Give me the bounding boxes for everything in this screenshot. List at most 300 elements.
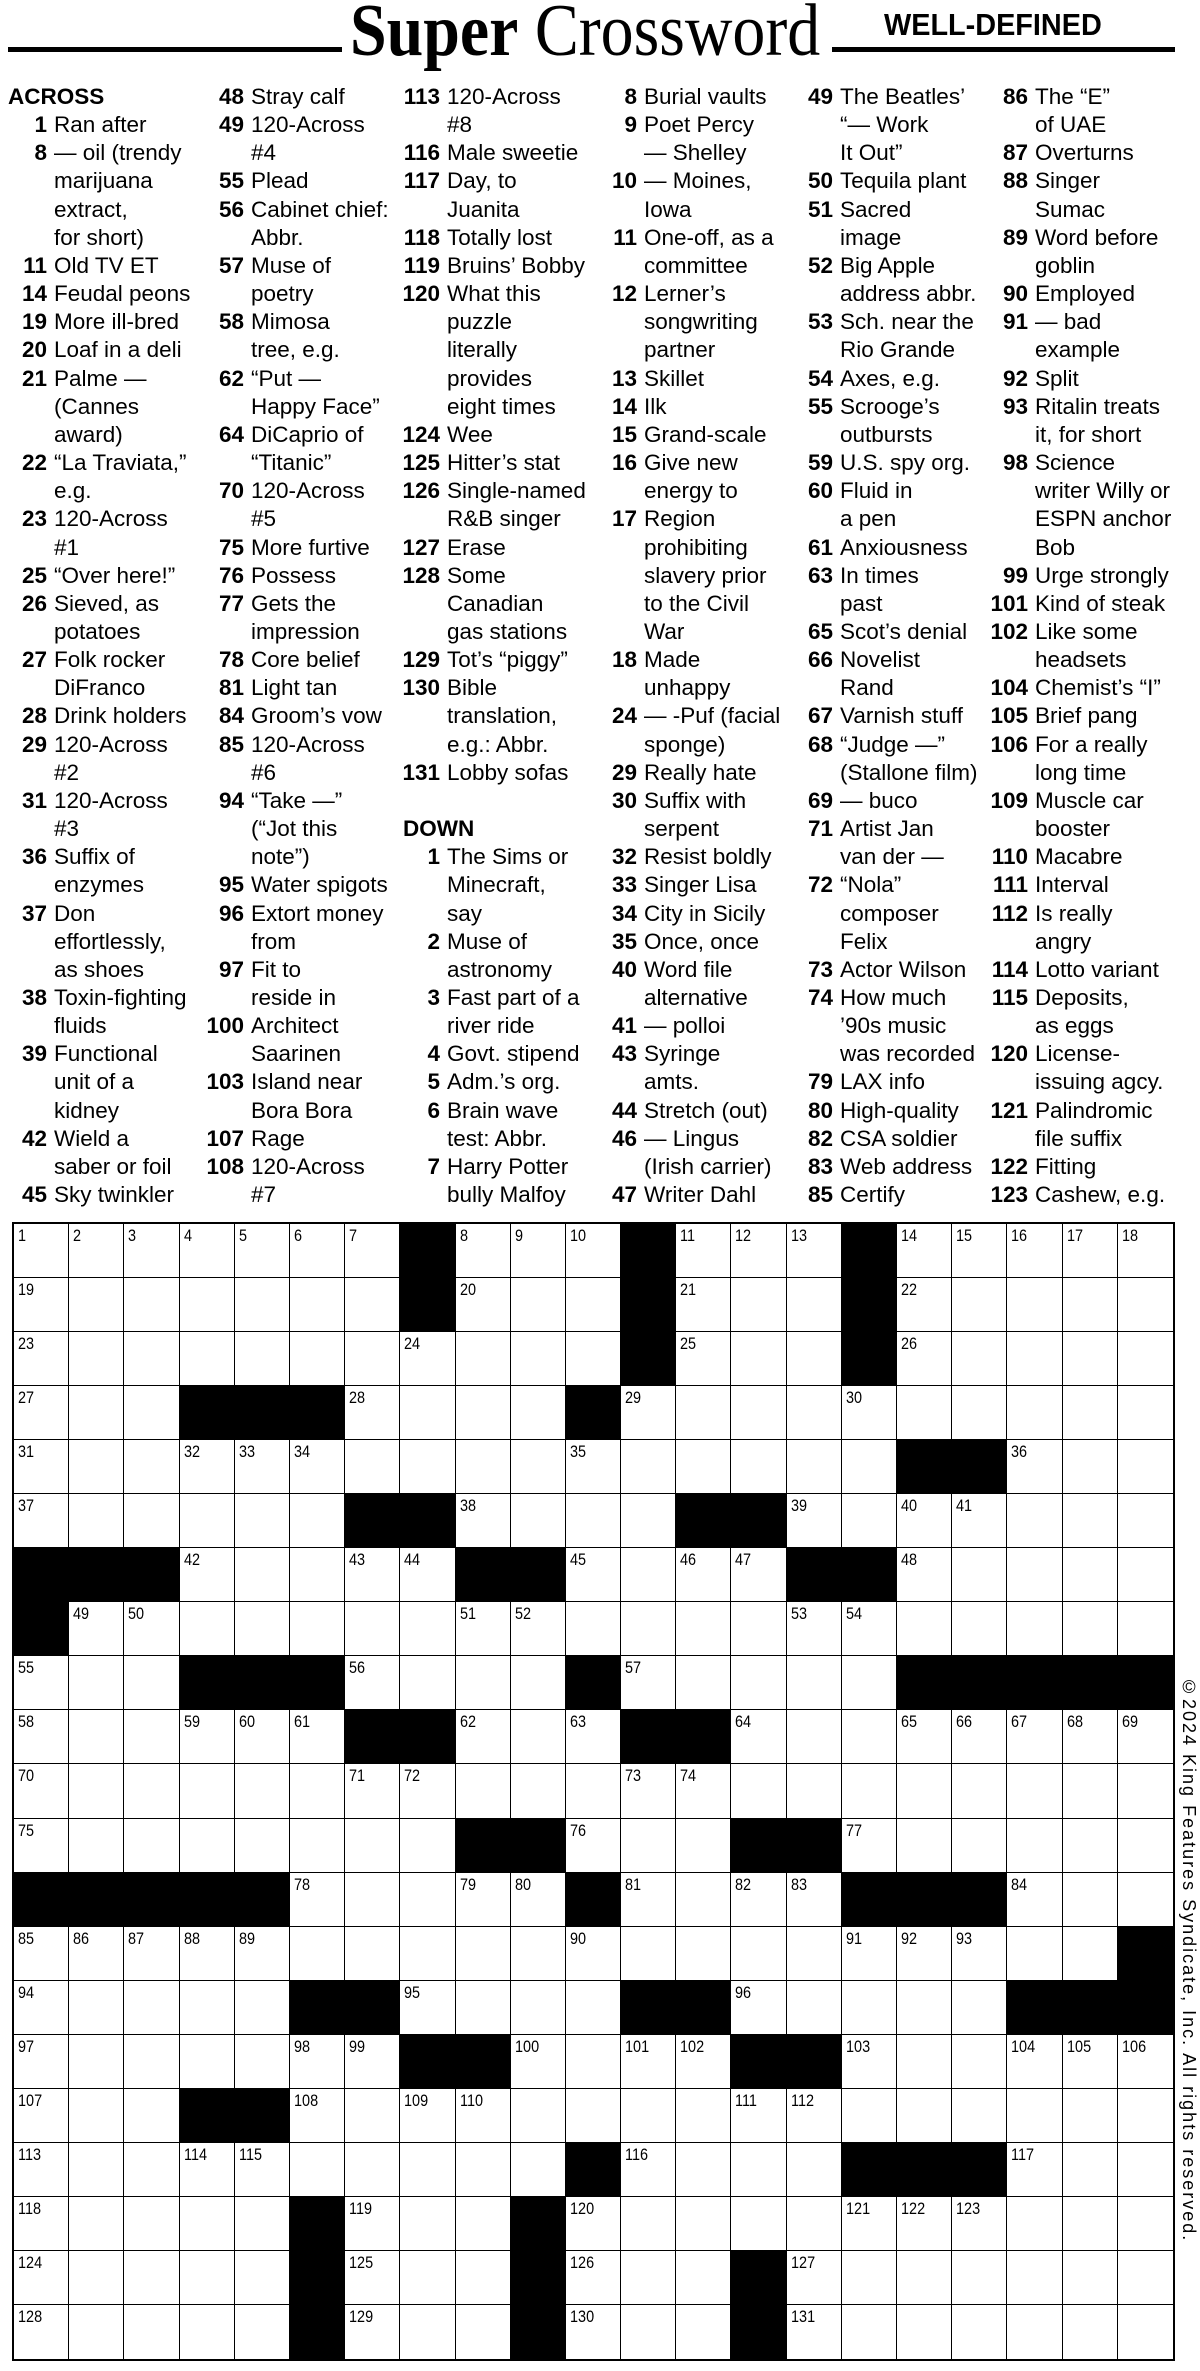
clue-number: 2: [427, 928, 440, 954]
grid-cell: [842, 2197, 897, 2251]
clue-text: Singer Sumac: [1035, 168, 1106, 222]
black-square: [180, 1386, 235, 1440]
grid-cell: [124, 1278, 179, 1332]
clue-number: 94: [218, 787, 244, 813]
cell-number: 46: [680, 1550, 697, 1570]
down-clue: [793, 1068, 978, 1096]
black-square: [290, 1656, 345, 1710]
page-title: [350, 0, 821, 72]
clue-column-4: [597, 83, 780, 1209]
clue-text: Don effortlessly, as shoes: [54, 900, 166, 982]
clue-text: Urge strongly: [1035, 562, 1169, 588]
grid-cell: [1007, 1764, 1062, 1818]
down-clue: [793, 167, 978, 195]
grid-cell: [14, 1981, 69, 2035]
grid-cell: [1063, 1224, 1118, 1278]
cell-number: 37: [18, 1496, 35, 1516]
clue-number: 109: [990, 787, 1028, 813]
clue-text: Ran after: [54, 112, 147, 138]
grid-cell: [1063, 2035, 1118, 2089]
clue-number: 104: [990, 675, 1028, 701]
grid-cell: [952, 1710, 1007, 1764]
clue-text: Drink holders: [54, 703, 187, 729]
clue-text: Scrooge’s outbursts: [840, 393, 940, 447]
grid-cell: [400, 2305, 455, 2359]
black-square: [235, 1656, 290, 1710]
cell-number: 10: [569, 1226, 586, 1245]
cell-number: 112: [790, 2090, 814, 2110]
grid-cell: [69, 2197, 124, 2251]
cell-number: 92: [901, 1928, 918, 1948]
grid-cell: [511, 1332, 566, 1386]
clue-text: — Moines, Iowa: [644, 168, 752, 222]
black-square: [14, 1548, 69, 1602]
grid-cell: [456, 2143, 511, 2197]
across-heading: ACROSS: [8, 84, 105, 109]
grid-cell: [1063, 1710, 1118, 1764]
down-clue: [793, 1181, 978, 1209]
grid-cell: [1007, 1710, 1062, 1764]
clue-text: Water spigots: [251, 872, 388, 898]
grid-cell: [456, 1332, 511, 1386]
grid-cell: [1063, 2143, 1118, 2197]
grid-cell: [14, 1386, 69, 1440]
across-clue: [204, 1125, 389, 1153]
across-clue: [7, 731, 190, 787]
clue-number: 41: [611, 1013, 637, 1039]
grid-cell: [621, 1819, 676, 1873]
clue-number: 106: [990, 731, 1028, 757]
down-clue: [988, 871, 1171, 899]
down-clue: [793, 1125, 978, 1153]
cell-number: 127: [790, 2252, 815, 2272]
grid-cell: [1118, 1440, 1173, 1494]
across-clue: [400, 449, 586, 477]
cell-number: 94: [18, 1982, 35, 2002]
clue-number: 128: [402, 562, 440, 588]
grid-cell: [124, 1440, 179, 1494]
black-square: [14, 1602, 69, 1656]
grid-cell: [1118, 1710, 1173, 1764]
down-clue: [988, 308, 1171, 364]
cell-number: 30: [845, 1388, 862, 1408]
grid-cell: [1007, 2251, 1062, 2305]
grid-cell: [1063, 2197, 1118, 2251]
cell-number: 75: [18, 1820, 35, 1840]
grid-cell: [456, 1764, 511, 1818]
clue-text: Functional unit of a kidney: [54, 1041, 158, 1123]
cell-number: 77: [845, 1820, 862, 1840]
black-square: [842, 2143, 897, 2197]
black-square: [290, 2305, 345, 2359]
grid-cell: [14, 2251, 69, 2305]
grid-cell: [731, 2197, 786, 2251]
grid-cell: [235, 1548, 290, 1602]
cell-number: 73: [625, 1766, 642, 1786]
clue-number: 116: [403, 140, 440, 166]
cell-number: 74: [680, 1766, 697, 1786]
grid-cell: [1063, 1548, 1118, 1602]
clue-number: 1: [34, 112, 47, 138]
grid-cell: [897, 2251, 952, 2305]
clue-number: 16: [611, 450, 637, 476]
clue-text: Is really angry: [1035, 900, 1113, 954]
down-clue: [400, 1097, 586, 1153]
clue-number: 17: [611, 506, 637, 532]
clue-number: 54: [807, 365, 833, 391]
grid-cell: [731, 1548, 786, 1602]
grid-cell: [124, 1710, 179, 1764]
grid-cell: [787, 2089, 842, 2143]
grid-cell: [566, 1981, 621, 2035]
black-square: [14, 1873, 69, 1927]
cell-number: 62: [459, 1712, 476, 1732]
black-square: [235, 2089, 290, 2143]
grid-cell: [787, 1764, 842, 1818]
clue-text: “Put — Happy Face”: [251, 365, 380, 419]
clue-number: 110: [991, 844, 1028, 870]
cell-number: 69: [1121, 1712, 1138, 1732]
grid-cell: [952, 1332, 1007, 1386]
cell-number: 117: [1011, 2144, 1035, 2164]
clue-number: 53: [807, 309, 833, 335]
clue-number: 83: [807, 1153, 833, 1179]
across-clue: [7, 900, 190, 984]
down-clue: [988, 618, 1171, 674]
grid-cell: [1063, 1873, 1118, 1927]
grid-cell: [290, 1927, 345, 1981]
grid-cell: [345, 2143, 400, 2197]
cell-number: 113: [18, 2144, 42, 2164]
grid-cell: [69, 1764, 124, 1818]
grid-cell: [676, 1278, 731, 1332]
grid-cell: [787, 1710, 842, 1764]
cell-number: 72: [404, 1766, 421, 1786]
grid-cell: [290, 2089, 345, 2143]
grid-cell: [1007, 1224, 1062, 1278]
black-square: [345, 1494, 400, 1548]
grid-cell: [787, 1224, 842, 1278]
clue-text: Lotto variant: [1035, 956, 1159, 982]
down-clue: [988, 843, 1171, 871]
down-clue: [793, 787, 978, 815]
grid-cell: [290, 1332, 345, 1386]
cell-number: 22: [901, 1280, 918, 1300]
cell-number: 13: [790, 1226, 807, 1245]
copyright-notice: ©2024 King Features Syndicate, Inc. All rights reserved.: [1179, 1677, 1199, 2243]
clue-number: 107: [206, 1125, 244, 1151]
clue-number: 64: [218, 421, 244, 447]
clue-text: The Beatles’ “— Work It Out”: [840, 84, 966, 166]
grid-cell: [787, 2251, 842, 2305]
grid-cell: [69, 1386, 124, 1440]
down-clue: [988, 139, 1171, 167]
cell-number: 8: [459, 1226, 468, 1245]
grid-cell: [1063, 1386, 1118, 1440]
down-clue: [988, 1153, 1171, 1181]
grid-cell: [180, 1927, 235, 1981]
clue-text: Muse of astronomy: [447, 928, 553, 982]
down-clue: [793, 393, 978, 449]
grid-cell: [1118, 2305, 1173, 2359]
cell-number: 31: [18, 1442, 35, 1462]
grid-cell: [400, 2251, 455, 2305]
grid-cell: [952, 1494, 1007, 1548]
black-square: [1063, 1981, 1118, 2035]
clue-text: 120-Across #7: [251, 1153, 365, 1208]
clue-number: 100: [206, 1013, 244, 1039]
black-square: [621, 1278, 676, 1332]
grid-cell: [842, 1764, 897, 1818]
across-clue: [204, 702, 389, 730]
down-clue: [793, 449, 978, 477]
cell-number: 43: [349, 1550, 366, 1570]
grid-cell: [400, 2197, 455, 2251]
cell-number: 1: [18, 1226, 27, 1245]
down-clue: [597, 167, 780, 223]
grid-cell: [290, 2143, 345, 2197]
grid-cell: [290, 1710, 345, 1764]
clue-number: 78: [218, 647, 244, 673]
grid-cell: [842, 1981, 897, 2035]
clue-number: 115: [991, 985, 1028, 1010]
down-clue: [793, 956, 978, 984]
across-clue: [7, 252, 190, 280]
clue-number: 28: [21, 703, 47, 729]
grid-cell: [511, 1278, 566, 1332]
down-clue: [793, 731, 978, 787]
cell-number: 109: [404, 2090, 429, 2110]
across-clue: [204, 365, 389, 421]
clue-text: Govt. stipend: [447, 1041, 580, 1067]
grid-cell: [400, 1386, 455, 1440]
down-clue: [988, 167, 1171, 223]
grid-cell: [235, 1332, 290, 1386]
grid-cell: [897, 1548, 952, 1602]
grid-cell: [676, 1224, 731, 1278]
clue-number: 19: [21, 309, 47, 335]
clue-number: 84: [218, 703, 244, 729]
down-clue: [597, 843, 780, 871]
cell-number: 12: [735, 1226, 752, 1245]
grid-cell: [842, 2035, 897, 2089]
clue-text: Axes, e.g.: [840, 365, 941, 391]
clue-text: Really hate: [644, 759, 757, 785]
down-clue: [793, 83, 978, 167]
grid-cell: [235, 1602, 290, 1656]
grid-cell: [290, 1602, 345, 1656]
grid-cell: [290, 1548, 345, 1602]
grid-cell: [621, 2143, 676, 2197]
down-clue: [597, 1181, 780, 1209]
clue-text: 120-Across #1: [54, 506, 168, 560]
clue-column-1: [7, 83, 190, 1209]
crossword-grid: [12, 1222, 1175, 2361]
grid-cell: [345, 1764, 400, 1818]
down-clue: [988, 449, 1171, 562]
grid-cell: [731, 1710, 786, 1764]
clue-number: 68: [807, 731, 833, 757]
cell-number: 104: [1011, 2036, 1036, 2056]
grid-cell: [842, 1819, 897, 1873]
grid-cell: [1118, 1278, 1173, 1332]
across-clue: [204, 308, 389, 364]
grid-cell: [897, 1764, 952, 1818]
grid-cell: [897, 1332, 952, 1386]
grid-cell: [69, 1494, 124, 1548]
grid-cell: [621, 1602, 676, 1656]
across-clue: [400, 421, 586, 449]
cell-number: 20: [459, 1280, 476, 1300]
black-square: [952, 2143, 1007, 2197]
down-clue: [597, 956, 780, 1012]
clue-text: Sky twinkler: [54, 1182, 175, 1208]
down-clue: [988, 787, 1171, 843]
grid-cell: [897, 1927, 952, 1981]
cell-number: 15: [956, 1226, 973, 1245]
clue-text: The “E” of UAE: [1035, 84, 1111, 138]
grid-cell: [14, 2197, 69, 2251]
grid-cell: [511, 1927, 566, 1981]
cell-number: 76: [569, 1820, 586, 1840]
grid-cell: [731, 1873, 786, 1927]
black-square: [842, 1548, 897, 1602]
cell-number: 21: [680, 1280, 697, 1300]
grid-cell: [566, 1764, 621, 1818]
black-square: [400, 1494, 455, 1548]
clue-number: 22: [21, 450, 47, 476]
grid-cell: [842, 2251, 897, 2305]
grid-cell: [180, 1494, 235, 1548]
down-clue: [597, 787, 780, 843]
clue-column-2: [204, 83, 389, 1209]
cell-number: 80: [514, 1874, 531, 1894]
cell-number: 116: [625, 2144, 649, 2164]
clue-text: DiCaprio of “Titanic”: [251, 421, 364, 476]
grid-cell: [952, 1224, 1007, 1278]
clue-text: The Sims or Minecraft, say: [447, 844, 569, 926]
black-square: [897, 1440, 952, 1494]
down-clue: [400, 984, 586, 1040]
down-clue: [793, 562, 978, 618]
clue-text: Brief pang: [1035, 703, 1138, 729]
clue-number: 52: [807, 252, 833, 278]
down-clue: [793, 702, 978, 730]
down-clue: [597, 928, 780, 956]
clue-column-5: [793, 83, 978, 1209]
clue-number: 127: [402, 534, 440, 560]
grid-cell: [1007, 1927, 1062, 1981]
grid-cell: [842, 1602, 897, 1656]
grid-cell: [180, 1981, 235, 2035]
clue-text: Made unhappy: [644, 647, 731, 701]
grid-cell: [235, 1710, 290, 1764]
clue-text: Like some headsets: [1035, 618, 1138, 673]
grid-cell: [69, 2305, 124, 2359]
black-square: [124, 1548, 179, 1602]
clue-number: 75: [218, 534, 244, 560]
grid-cell: [14, 1494, 69, 1548]
black-square: [566, 1873, 621, 1927]
grid-cell: [511, 1873, 566, 1927]
cell-number: 65: [901, 1712, 918, 1732]
clue-text: Sieved, as potatoes: [54, 590, 160, 644]
clue-text: Gets the impression: [251, 590, 360, 644]
cell-number: 59: [183, 1712, 200, 1732]
grid-cell: [1007, 1332, 1062, 1386]
cell-number: 84: [1011, 1874, 1028, 1894]
down-clue: [597, 702, 780, 758]
grid-cell: [1118, 2143, 1173, 2197]
across-clue: [204, 1153, 389, 1209]
down-clue: [793, 646, 978, 702]
grid-cell: [731, 2143, 786, 2197]
clue-text: Possess: [251, 562, 337, 588]
clue-number: 9: [624, 112, 637, 138]
grid-cell: [180, 1710, 235, 1764]
clue-text: Fit to reside in: [251, 956, 337, 1010]
across-clue: [7, 449, 190, 505]
grid-cell: [14, 1927, 69, 1981]
cell-number: 68: [1066, 1712, 1083, 1732]
grid-cell: [676, 2035, 731, 2089]
grid-cell: [1118, 1873, 1173, 1927]
clue-text: Deposits, as eggs: [1035, 985, 1129, 1039]
clue-number: 15: [611, 421, 637, 447]
clue-text: Plead: [251, 168, 309, 194]
grid-cell: [952, 2035, 1007, 2089]
cell-number: 101: [625, 2036, 650, 2056]
across-clue: [7, 139, 190, 252]
clue-number: 42: [21, 1125, 47, 1151]
cell-number: 107: [18, 2090, 43, 2110]
clue-text: Interval: [1035, 872, 1109, 898]
down-clue: [988, 590, 1171, 618]
grid-cell: [676, 1656, 731, 1710]
grid-cell: [124, 1981, 179, 2035]
grid-cell: [731, 1386, 786, 1440]
grid-cell: [621, 1548, 676, 1602]
grid-cell: [952, 2197, 1007, 2251]
grid-cell: [69, 1224, 124, 1278]
down-clue: [597, 224, 780, 280]
clue-number: 101: [990, 590, 1028, 616]
clue-text: Writer Dahl: [644, 1182, 757, 1208]
across-clue: [204, 590, 389, 646]
grid-cell: [511, 2035, 566, 2089]
black-square: [842, 1332, 897, 1386]
clue-number: 57: [218, 252, 244, 278]
down-clue: [988, 900, 1171, 956]
grid-cell: [566, 1332, 621, 1386]
cell-number: 36: [1011, 1442, 1028, 1462]
grid-cell: [345, 2305, 400, 2359]
down-clue: [793, 196, 978, 252]
across-clue: [204, 477, 389, 533]
across-clue: [204, 111, 389, 167]
clue-number: 89: [1002, 224, 1028, 250]
clue-number: 108: [206, 1153, 244, 1179]
grid-cell: [676, 2089, 731, 2143]
black-square: [897, 1656, 952, 1710]
cell-number: 118: [18, 2198, 42, 2218]
clue-text: Fitting: [1035, 1153, 1097, 1179]
clue-text: Fluid in a pen: [840, 478, 913, 532]
grid-cell: [897, 1602, 952, 1656]
cell-number: 29: [625, 1388, 642, 1408]
grid-cell: [897, 1710, 952, 1764]
clue-column-3: [400, 83, 586, 1209]
